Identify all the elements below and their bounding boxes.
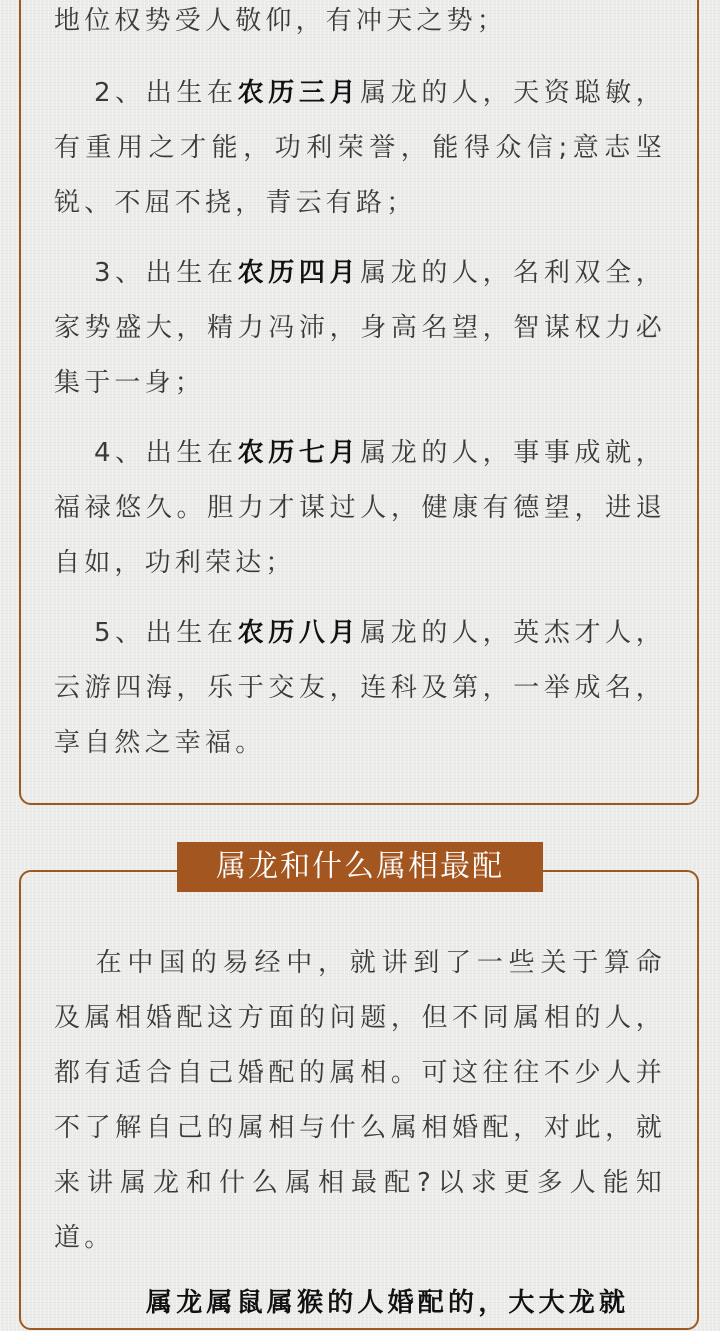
- item-month: 农历四月: [237, 258, 361, 288]
- item-text: 属龙的人，英杰才人，云游四海，乐于交友，连科及第，一举成名，享自然之幸福。: [54, 618, 666, 758]
- item-text: 属龙的人，天资聪敏，有重用之才能，功利荣誉，能得众信;意志坚锐、不屈不挠，青云有路；: [54, 78, 666, 218]
- intro-tail: 地位权势受人敬仰，有冲天之势；: [54, 6, 508, 36]
- item-text: 属龙的人，事事成就，福禄悠久。胆力才谋过人，健康有德望，进退自如，功利荣达；: [54, 438, 666, 578]
- intro-tail-text: [54, 0, 666, 49]
- item-prefix: 4、出生在: [94, 438, 238, 468]
- list-item: [54, 606, 666, 771]
- item-prefix: 3、出生在: [94, 258, 238, 288]
- item-text: 属龙的人，名利双全，家势盛大，精力冯沛，身高名望，智谋权力必集于一身；: [54, 258, 666, 398]
- section-paragraph-text: 在中国的易经中，就讲到了一些关于算命及属相婚配这方面的问题，但不同属相的人，都有适合自己婚配的属相。可这往往不少人并不了解自己的属相与什么属相婚配，对此，就来讲属龙和什么属相最配?以求更多人能知道。: [54, 948, 666, 1253]
- item-prefix: 2、出生在: [94, 78, 238, 108]
- list-item: [54, 66, 666, 231]
- section-next-line-text: 属龙属鼠属猴的人婚配的，大大龙就: [146, 1288, 630, 1318]
- item-month: 农历三月: [237, 78, 361, 108]
- item-month: 农历八月: [237, 618, 361, 648]
- section-next-line: [54, 1276, 666, 1331]
- section-paragraph: [54, 936, 666, 1266]
- section-title: 属龙和什么属相最配: [177, 842, 543, 892]
- list-item: [54, 246, 666, 411]
- item-month: 农历七月: [237, 438, 361, 468]
- item-prefix: 5、出生在: [94, 618, 238, 648]
- list-item: [54, 426, 666, 591]
